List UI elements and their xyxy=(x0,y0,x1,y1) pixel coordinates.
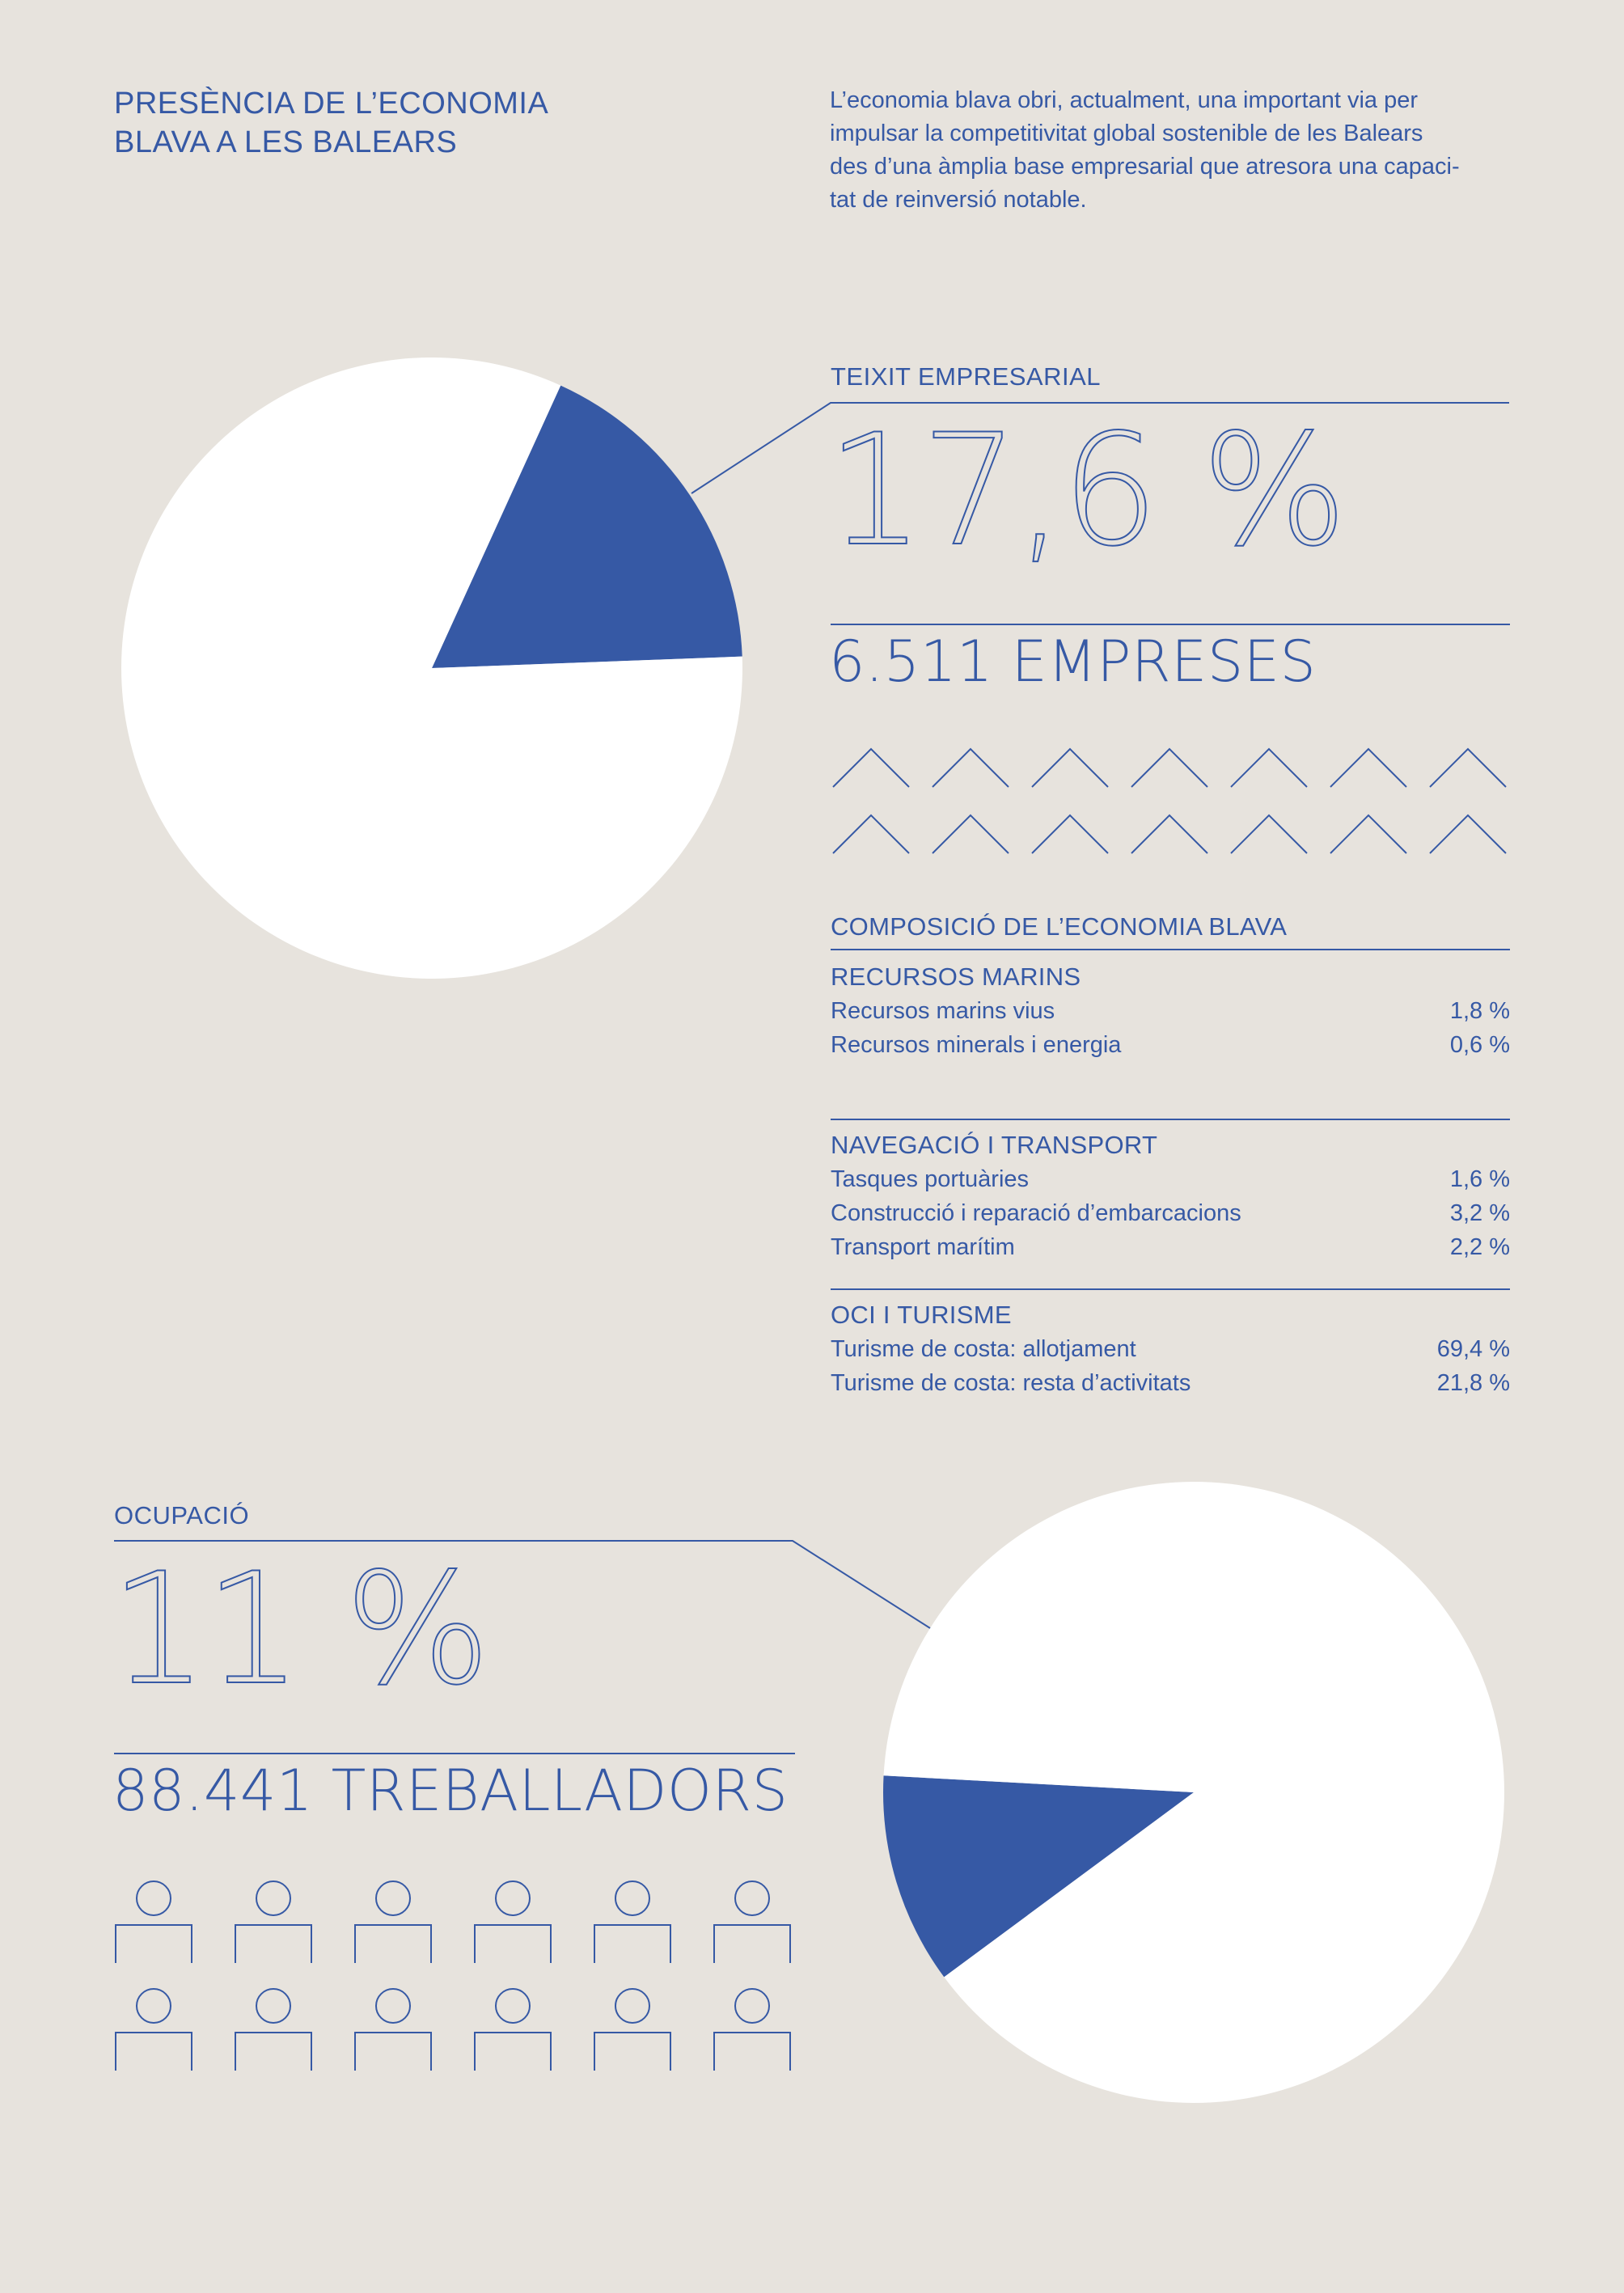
chevron-up-icon xyxy=(1330,815,1406,853)
composition-row xyxy=(831,1162,1510,1196)
page-title-line-2: BLAVA A LES BALEARS xyxy=(114,125,458,159)
composition-row xyxy=(831,1230,1510,1264)
group-title: NAVEGACIÓ I TRANSPORT xyxy=(831,1131,1158,1159)
row-label: Turisme de costa: resta d’activitats xyxy=(831,1370,1191,1396)
employment-pie-chart xyxy=(883,1482,1504,2103)
row-label: Recursos marins vius xyxy=(831,998,1055,1024)
employment-label: OCUPACIÓ xyxy=(114,1501,250,1529)
row-value: 69,4 % xyxy=(1436,1336,1510,1362)
composition-row xyxy=(831,1332,1510,1366)
group-title: RECURSOS MARINS xyxy=(831,962,1081,991)
intro-line: L’economia blava obri, actualment, una important via per xyxy=(830,87,1419,113)
chevron-up-icon xyxy=(1430,749,1506,787)
composition-row xyxy=(831,1366,1510,1400)
person-icon xyxy=(116,1989,192,2071)
person-icon xyxy=(235,1989,311,2071)
business-label: TEIXIT EMPRESARIAL xyxy=(831,362,1102,391)
employment-count: 88.441 TREBALLADORS xyxy=(112,1758,789,1824)
business-pie-chart xyxy=(121,357,742,979)
composition-row xyxy=(831,1028,1510,1062)
person-icon xyxy=(475,1881,551,1963)
chevron-up-icon xyxy=(833,749,909,787)
business-count: 6.511 EMPRESES xyxy=(829,628,1317,695)
chevron-up-icon xyxy=(833,815,909,853)
row-value: 1,8 % xyxy=(1449,998,1510,1024)
row-value: 3,2 % xyxy=(1449,1200,1510,1226)
business-icon-grid xyxy=(825,740,1520,861)
employment-icon-grid xyxy=(109,1868,805,2079)
person-icon xyxy=(714,1989,790,2071)
intro-line: des d’una àmplia base empresarial que atresora una capaci- xyxy=(830,154,1460,180)
chevron-up-icon xyxy=(1430,815,1506,853)
business-percent: 17,6 % xyxy=(827,401,1344,580)
chevron-up-icon xyxy=(1231,749,1307,787)
person-icon xyxy=(116,1881,192,1963)
row-value: 1,6 % xyxy=(1449,1166,1510,1192)
chevron-up-icon xyxy=(1131,749,1207,787)
person-icon xyxy=(355,1989,431,2071)
employment-percent: 11 % xyxy=(110,1540,488,1719)
person-icon xyxy=(714,1881,790,1963)
row-label: Transport marítim xyxy=(831,1234,1015,1260)
row-label: Recursos minerals i energia xyxy=(831,1032,1122,1058)
intro-line: impulsar la competitivitat global sostenible de les Balears xyxy=(830,121,1423,146)
chevron-up-icon xyxy=(933,815,1009,853)
row-value: 21,8 % xyxy=(1436,1370,1510,1396)
chevron-up-icon xyxy=(1032,749,1108,787)
intro-line: tat de reinversió notable. xyxy=(830,187,1087,213)
chevron-up-icon xyxy=(933,749,1009,787)
row-label: Tasques portuàries xyxy=(831,1166,1030,1192)
divider xyxy=(831,624,1510,625)
row-value: 2,2 % xyxy=(1449,1234,1510,1260)
person-icon xyxy=(594,1881,670,1963)
composition-row xyxy=(831,994,1510,1028)
chevron-up-icon xyxy=(1231,815,1307,853)
person-icon xyxy=(235,1881,311,1963)
person-icon xyxy=(594,1989,670,2071)
person-icon xyxy=(475,1989,551,2071)
group-title: OCI I TURISME xyxy=(831,1301,1012,1329)
row-label: Construcció i reparació d’embarcacions xyxy=(831,1200,1241,1226)
composition-row xyxy=(831,1196,1510,1230)
chevron-up-icon xyxy=(1032,815,1108,853)
chevron-up-icon xyxy=(1131,815,1207,853)
divider xyxy=(114,1753,795,1754)
chevron-up-icon xyxy=(1330,749,1406,787)
row-label: Turisme de costa: allotjament xyxy=(831,1336,1136,1362)
composition-section xyxy=(831,910,1510,1400)
row-value: 0,6 % xyxy=(1449,1032,1510,1058)
page-title-line-1: PRESÈNCIA DE L’ECONOMIA xyxy=(114,87,549,121)
person-icon xyxy=(355,1881,431,1963)
composition-title: COMPOSICIÓ DE L’ECONOMIA BLAVA xyxy=(831,912,1288,941)
